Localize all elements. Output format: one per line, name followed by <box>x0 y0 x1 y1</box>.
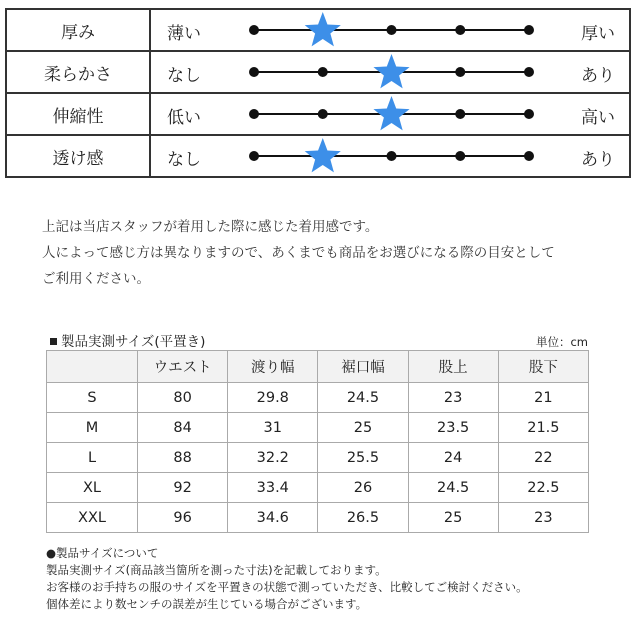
feel-attribute: 柔らかさ <box>6 51 150 93</box>
scale-low-label: 薄い <box>167 24 201 44</box>
feel-row <box>6 9 630 51</box>
size-row <box>47 473 589 503</box>
size-value: 26 <box>318 473 408 503</box>
size-table-body <box>47 383 589 533</box>
scale-dot <box>318 109 328 119</box>
size-header-corner <box>47 351 138 383</box>
size-label: S <box>47 383 138 413</box>
scale-low-label: なし <box>167 66 201 86</box>
footnote-line-2: 製品実測サイズ(商品該当箇所を測った寸法)を記載しております。 <box>46 563 387 577</box>
size-value: 22.5 <box>498 473 588 503</box>
size-column-header: 渡り幅 <box>228 351 318 383</box>
feel-attribute: 透け感 <box>6 135 150 177</box>
size-row <box>47 443 589 473</box>
feel-table-body <box>6 9 630 177</box>
feel-row <box>6 51 630 93</box>
size-value: 88 <box>138 443 228 473</box>
size-value: 84 <box>138 413 228 443</box>
size-value: 21 <box>498 383 588 413</box>
size-value: 24.5 <box>318 383 408 413</box>
square-bullet-icon <box>50 338 57 345</box>
selected-star-icon <box>305 12 341 46</box>
feel-scale-cell <box>150 51 630 93</box>
size-row <box>47 503 589 533</box>
size-value: 25.5 <box>318 443 408 473</box>
note-line-1: 上記は当店スタッフが着用した際に感じた着用感です。 <box>42 219 379 235</box>
feel-attribute: 厚み <box>6 9 150 51</box>
scale-dot <box>249 25 259 35</box>
scale-dot <box>455 67 465 77</box>
size-label: XL <box>47 473 138 503</box>
feel-scale-cell <box>150 9 630 51</box>
size-value: 31 <box>228 413 318 443</box>
feel-scale-cell <box>150 93 630 135</box>
size-column-header: 股下 <box>498 351 588 383</box>
feel-row <box>6 135 630 177</box>
size-value: 25 <box>408 503 498 533</box>
selected-star-icon <box>373 54 409 88</box>
selected-star-icon <box>305 138 341 172</box>
selected-star-icon <box>373 96 409 130</box>
size-value: 96 <box>138 503 228 533</box>
scale-dot <box>249 67 259 77</box>
feel-scale <box>151 10 631 50</box>
size-table-header <box>47 351 589 383</box>
scale-high-label: あり <box>581 66 615 86</box>
size-column-header: ウエスト <box>138 351 228 383</box>
scale-dot <box>455 109 465 119</box>
size-value: 32.2 <box>228 443 318 473</box>
size-footnote <box>46 545 528 613</box>
feel-scale <box>151 94 631 134</box>
scale-high-label: 高い <box>581 108 615 128</box>
feel-scale <box>151 136 631 176</box>
feel-scale <box>151 52 631 92</box>
feel-scale-cell <box>150 135 630 177</box>
scale-dot <box>387 25 397 35</box>
size-label: L <box>47 443 138 473</box>
scale-high-label: 厚い <box>581 24 615 44</box>
scale-low-label: 低い <box>167 108 201 128</box>
footnote-line-4: 個体差により数センチの誤差が生じている場合がございます。 <box>46 597 368 611</box>
scale-dot <box>455 25 465 35</box>
size-value: 80 <box>138 383 228 413</box>
size-section-title <box>50 330 205 350</box>
note-line-2: 人によって感じ方は異なりますので、あくまでも商品をお選びになる際の目安として <box>42 245 555 261</box>
size-value: 34.6 <box>228 503 318 533</box>
feel-attribute: 伸縮性 <box>6 93 150 135</box>
size-table <box>46 350 589 533</box>
size-value: 33.4 <box>228 473 318 503</box>
size-value: 26.5 <box>318 503 408 533</box>
scale-dot <box>249 151 259 161</box>
size-value: 25 <box>318 413 408 443</box>
scale-dot <box>249 109 259 119</box>
scale-dot <box>318 67 328 77</box>
size-value: 21.5 <box>498 413 588 443</box>
scale-dot <box>524 109 534 119</box>
scale-high-label: あり <box>581 150 615 170</box>
scale-dot <box>524 25 534 35</box>
scale-dot <box>524 151 534 161</box>
scale-dot <box>387 151 397 161</box>
size-value: 23 <box>498 503 588 533</box>
unit-label: 単位：cm <box>535 335 588 349</box>
size-value: 29.8 <box>228 383 318 413</box>
size-label: M <box>47 413 138 443</box>
size-row <box>47 383 589 413</box>
feel-table <box>5 8 631 178</box>
size-value: 23.5 <box>408 413 498 443</box>
size-row <box>47 413 589 443</box>
size-value: 24.5 <box>408 473 498 503</box>
size-value: 92 <box>138 473 228 503</box>
feel-note <box>42 214 555 292</box>
scale-dot <box>524 67 534 77</box>
note-line-3: ご利用ください。 <box>42 271 150 287</box>
scale-dot <box>455 151 465 161</box>
size-value: 24 <box>408 443 498 473</box>
feel-row <box>6 93 630 135</box>
size-title-text: 製品実測サイズ(平置き) <box>61 334 206 350</box>
size-value: 23 <box>408 383 498 413</box>
size-label: XXL <box>47 503 138 533</box>
footnote-line-3: お客様のお手持ちの服のサイズを平置きの状態で測っていただき、比較してご検討ください。 <box>46 580 528 594</box>
footnote-line-1: ●製品サイズについて <box>46 546 159 560</box>
scale-low-label: なし <box>167 150 201 170</box>
size-column-header: 裾口幅 <box>318 351 408 383</box>
size-column-header: 股上 <box>408 351 498 383</box>
size-value: 22 <box>498 443 588 473</box>
